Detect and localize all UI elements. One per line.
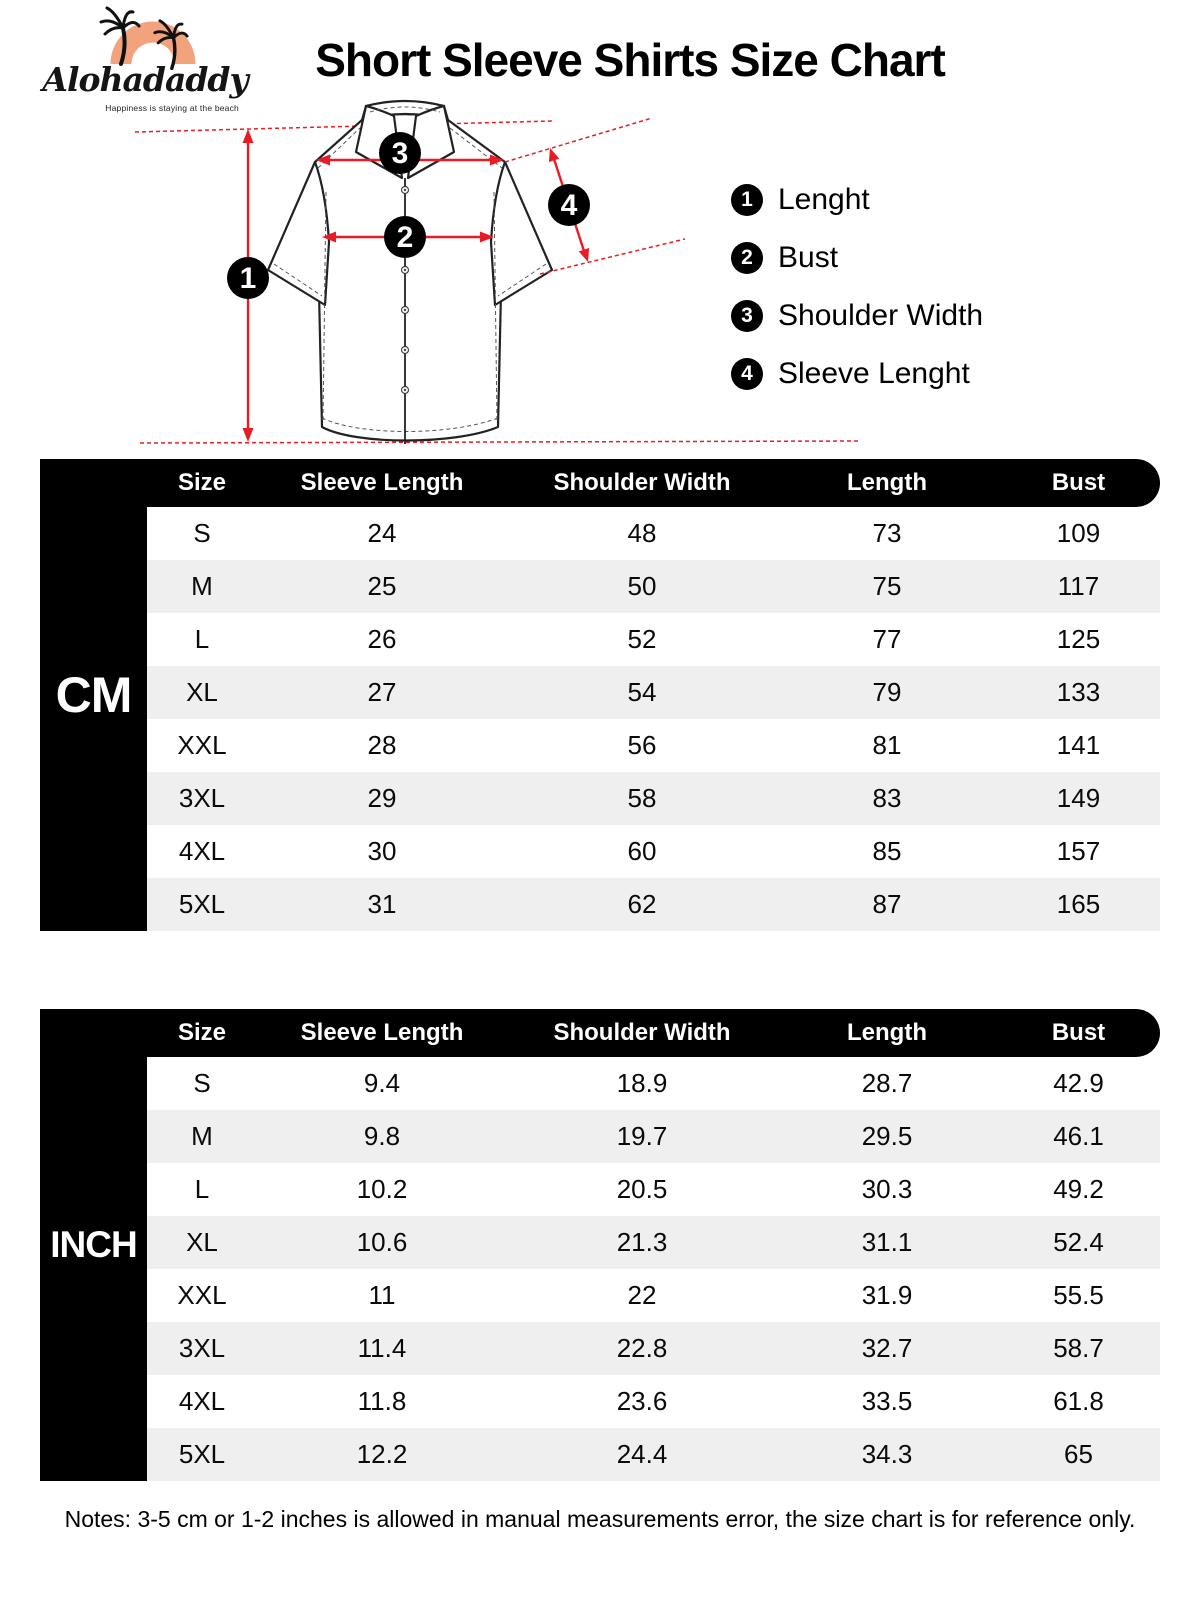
value-cell: 149 <box>1056 783 1101 813</box>
value-cell: 11.8 <box>357 1386 407 1416</box>
column-header: Shoulder Width <box>553 469 731 496</box>
size-cell: 3XL <box>178 1333 226 1363</box>
size-cell: XXL <box>177 1280 227 1310</box>
value-cell: 52 <box>627 624 657 654</box>
value-cell: 75 <box>872 571 902 601</box>
column-header: Size <box>177 1019 227 1046</box>
column-header: Sleeve Length <box>300 469 464 496</box>
table-row <box>147 1428 1160 1481</box>
legend-number-badge: 2 <box>731 242 763 274</box>
value-cell: 83 <box>872 783 902 813</box>
size-cell: 5XL <box>178 889 226 919</box>
value-cell: 33.5 <box>861 1386 913 1416</box>
column-header: Sleeve Length <box>300 1019 464 1046</box>
value-cell: 31.1 <box>861 1227 913 1257</box>
value-cell: 11 <box>368 1280 396 1310</box>
size-table-inch <box>40 1009 1160 1481</box>
column-header: Bust <box>1051 469 1106 496</box>
value-cell: 30.3 <box>861 1174 913 1204</box>
brand-name: Alohadaddy <box>42 60 248 99</box>
sleeve-guide-top <box>505 118 652 162</box>
table-body <box>147 507 1160 931</box>
table-row <box>147 1375 1160 1428</box>
value-cell: 32.7 <box>861 1333 913 1363</box>
table-row <box>147 560 1160 613</box>
legend-number-badge: 4 <box>731 358 763 390</box>
value-cell: 133 <box>1056 677 1101 707</box>
value-cell: 48 <box>627 518 657 548</box>
value-cell: 34.3 <box>861 1439 913 1469</box>
legend-label: Shoulder Width <box>778 299 984 332</box>
value-cell: 55.5 <box>1053 1280 1104 1310</box>
size-cell: 5XL <box>178 1439 226 1469</box>
legend-item-shoulder-width <box>731 299 983 333</box>
size-cell: M <box>191 571 213 601</box>
value-cell: 24.4 <box>616 1439 668 1469</box>
value-cell: 9.8 <box>363 1121 401 1151</box>
value-cell: 50 <box>627 571 657 601</box>
value-cell: 25 <box>367 571 397 601</box>
value-cell: 19.7 <box>616 1121 668 1151</box>
value-cell: 21.3 <box>616 1227 668 1257</box>
value-cell: 85 <box>872 836 902 866</box>
brand-tagline: Happiness is staying at the beach <box>105 103 239 113</box>
callout-2 <box>384 216 426 258</box>
value-cell: 22.8 <box>616 1333 668 1363</box>
unit-label-inch: INCH <box>40 1009 147 1481</box>
size-cell: M <box>191 1121 213 1151</box>
table-row <box>147 1163 1160 1216</box>
size-cell: S <box>193 1068 211 1098</box>
size-cell: 3XL <box>178 783 226 813</box>
value-cell: 27 <box>367 677 397 707</box>
column-header: Bust <box>1051 1019 1106 1046</box>
unit-label-cm: CM <box>40 459 147 931</box>
value-cell: 9.4 <box>363 1068 401 1098</box>
value-cell: 31 <box>367 889 397 919</box>
page-title: Short Sleeve Shirts Size Chart <box>315 34 945 86</box>
table-row <box>147 666 1160 719</box>
value-cell: 24 <box>367 518 397 548</box>
table-body <box>147 1057 1160 1481</box>
value-cell: 26 <box>367 624 397 654</box>
table-header-row <box>40 459 1160 507</box>
value-cell: 10.2 <box>356 1174 408 1204</box>
value-cell: 165 <box>1056 889 1101 919</box>
size-cell: XL <box>186 677 218 707</box>
value-cell: 109 <box>1056 518 1101 548</box>
value-cell: 29.5 <box>861 1121 913 1151</box>
value-cell: 141 <box>1056 730 1101 760</box>
value-cell: 52.4 <box>1053 1227 1104 1257</box>
column-header: Length <box>847 1019 927 1046</box>
measurement-legend <box>731 183 983 391</box>
top-guide-line <box>135 121 552 132</box>
value-cell: 117 <box>1057 571 1100 601</box>
size-cell: 4XL <box>178 1386 226 1416</box>
table-row <box>147 1322 1160 1375</box>
size-cell: XXL <box>177 730 227 760</box>
value-cell: 87 <box>872 889 902 919</box>
size-cell: XL <box>186 1227 218 1257</box>
table-row <box>147 507 1160 560</box>
value-cell: 125 <box>1056 624 1101 654</box>
value-cell: 30 <box>367 836 397 866</box>
legend-label: Lenght <box>778 183 870 216</box>
bottom-guide-line <box>140 441 858 443</box>
value-cell: 61.8 <box>1053 1386 1104 1416</box>
value-cell: 60 <box>627 836 657 866</box>
value-cell: 11.4 <box>357 1333 407 1363</box>
table-row <box>147 613 1160 666</box>
value-cell: 23.6 <box>616 1386 668 1416</box>
legend-number-badge: 1 <box>731 184 763 216</box>
table-header-row <box>40 1009 1160 1057</box>
value-cell: 46.1 <box>1053 1121 1104 1151</box>
legend-number-badge: 3 <box>731 300 763 332</box>
value-cell: 77 <box>872 624 902 654</box>
size-cell: L <box>194 1174 210 1204</box>
svg-text:2: 2 <box>396 221 414 254</box>
table-row <box>147 772 1160 825</box>
table-row <box>147 1216 1160 1269</box>
svg-text:3: 3 <box>391 137 409 170</box>
table-row <box>147 1057 1160 1110</box>
value-cell: 79 <box>872 677 902 707</box>
size-cell: 4XL <box>178 836 226 866</box>
column-header: Shoulder Width <box>553 1019 731 1046</box>
value-cell: 18.9 <box>616 1068 668 1098</box>
sleeve-guide-bottom <box>540 239 685 274</box>
value-cell: 49.2 <box>1053 1174 1104 1204</box>
callout-3 <box>379 132 421 174</box>
legend-item-length <box>731 183 983 217</box>
value-cell: 31.9 <box>861 1280 913 1310</box>
table-row <box>147 1269 1160 1322</box>
value-cell: 81 <box>872 730 902 760</box>
value-cell: 12.2 <box>356 1439 408 1469</box>
size-table-cm <box>40 459 1160 931</box>
value-cell: 56 <box>627 730 657 760</box>
callout-1 <box>227 257 269 299</box>
callout-4 <box>548 184 590 226</box>
value-cell: 42.9 <box>1053 1068 1104 1098</box>
value-cell: 22 <box>627 1280 657 1310</box>
value-cell: 29 <box>367 783 397 813</box>
value-cell: 62 <box>627 889 657 919</box>
value-cell: 28.7 <box>861 1068 913 1098</box>
column-header: Size <box>177 469 227 496</box>
value-cell: 58.7 <box>1053 1333 1104 1363</box>
table-row <box>147 1110 1160 1163</box>
value-cell: 54 <box>627 677 657 707</box>
notes-text: Notes: 3-5 cm or 1-2 inches is allowed in manual measurements error, the size chart is for reference only. <box>64 1506 1136 1532</box>
table-row <box>147 878 1160 931</box>
value-cell: 58 <box>627 783 657 813</box>
value-cell: 157 <box>1056 836 1101 866</box>
svg-text:4: 4 <box>560 189 578 222</box>
column-header: Length <box>847 469 927 496</box>
size-cell: L <box>194 624 210 654</box>
svg-text:1: 1 <box>239 262 257 295</box>
value-cell: 65 <box>1064 1439 1093 1469</box>
value-cell: 10.6 <box>356 1227 408 1257</box>
legend-item-bust <box>731 241 983 275</box>
legend-label: Sleeve Lenght <box>778 357 970 390</box>
table-row <box>147 825 1160 878</box>
value-cell: 28 <box>367 730 397 760</box>
size-cell: S <box>193 518 211 548</box>
table-row <box>147 719 1160 772</box>
legend-label: Bust <box>778 241 839 274</box>
value-cell: 73 <box>872 518 902 548</box>
legend-item-sleeve-length <box>731 357 983 391</box>
value-cell: 20.5 <box>616 1174 668 1204</box>
